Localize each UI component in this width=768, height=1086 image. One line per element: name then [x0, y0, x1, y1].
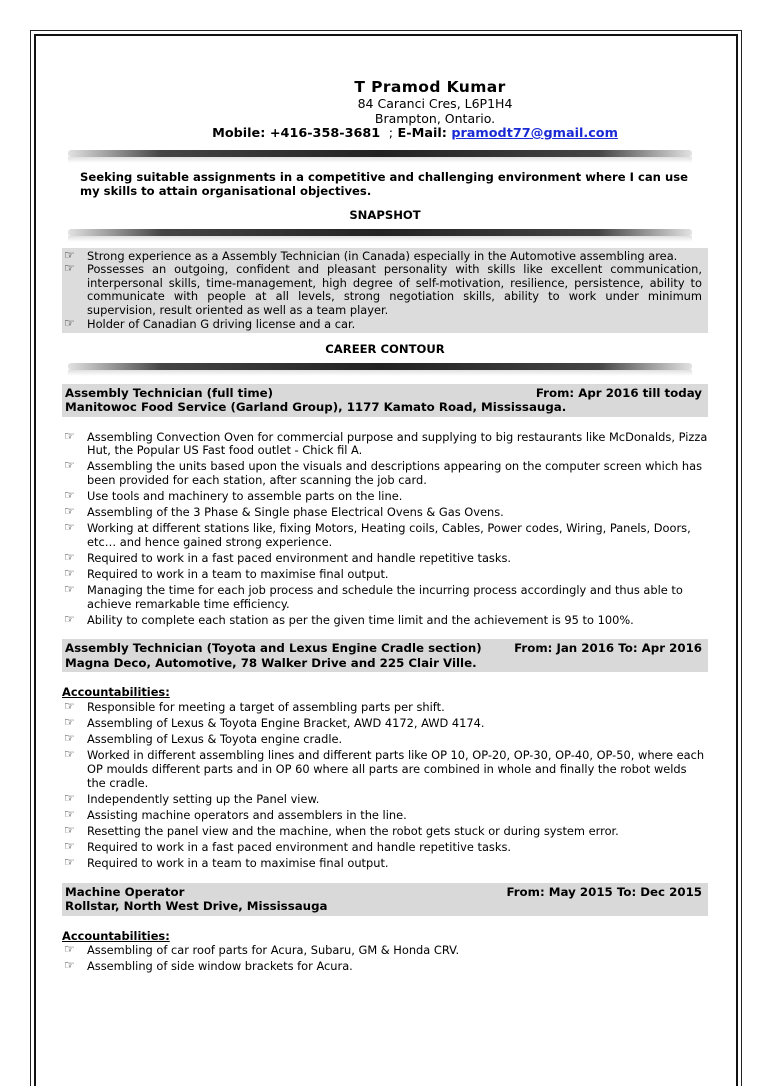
job-header	[62, 883, 708, 916]
list-item	[62, 522, 708, 549]
pointing-hand-icon: ☞	[64, 247, 75, 262]
pointing-hand-icon: ☞	[64, 822, 75, 837]
pointing-hand-icon: ☞	[64, 458, 75, 473]
list-item-text: Managing the time for each job process and schedule the incurring process accordingly and thus able to achieve remarkable time efficiency.	[87, 583, 683, 611]
list-item-text: Possesses an outgoing, confident and pleasant personality with skills like excellent communication, interpersonal skills, time-management, high degree of self-motivation, resilience, persistence, ability to communicate with people at all levels, strong negotiation skills, ability to work under minimum supervision, result oriented as well as a team player.	[87, 262, 702, 317]
career-section	[62, 384, 708, 974]
pointing-hand-icon: ☞	[64, 550, 75, 564]
pointing-hand-icon: ☞	[64, 611, 75, 626]
list-item-text: Strong experience as a Assembly Technician (in Canada) especially in the Automotive assembling area.	[87, 248, 678, 263]
job-dates: From: May 2015 To: Dec 2015	[506, 884, 702, 899]
list-item	[62, 960, 708, 974]
job-dates: From: Jan 2016 To: Apr 2016	[514, 641, 702, 656]
pointing-hand-icon: ☞	[64, 428, 75, 443]
list-item-text: Use tools and machinery to assemble parts on the line.	[87, 489, 403, 504]
resume-content	[62, 78, 708, 976]
list-item	[62, 717, 708, 731]
pointing-hand-icon: ☞	[64, 315, 75, 330]
list-item	[62, 944, 708, 958]
list-item-text: Working at different stations like, fixing Motors, Heating coils, Cables, Power codes, Wiring, Panels, Doors, etc… and hence gained strong experience.	[87, 521, 691, 549]
job-header	[62, 639, 708, 672]
list-item-text: Independently setting up the Panel view.	[87, 791, 320, 806]
career-heading: CAREER CONTOUR	[325, 342, 445, 357]
pointing-hand-icon: ☞	[64, 747, 75, 762]
pointing-hand-icon: ☞	[64, 488, 75, 503]
objective-statement: Seeking suitable assignments in a competitive and challenging environment where I can use my skills to attain organisational objectives.	[80, 170, 688, 198]
list-item	[62, 247, 702, 264]
divider	[68, 229, 692, 236]
list-item	[62, 263, 702, 317]
list-item-text: Assembling of Lexus & Toyota engine cradle.	[87, 732, 343, 747]
snapshot-list	[62, 247, 702, 332]
resume-header	[62, 78, 708, 142]
address-line-1: 84 Caranci Cres, L6P1H4	[357, 96, 513, 111]
pointing-hand-icon: ☞	[64, 855, 75, 869]
list-item	[62, 857, 708, 871]
job-title: Machine Operator	[65, 884, 185, 899]
job-company: Rollstar, North West Drive, Mississauga	[65, 899, 328, 914]
job-company: Manitowoc Food Service (Garland Group), 1177 Kamato Road, Mississauga.	[65, 400, 567, 415]
list-item-text: Resetting the panel view and the machine, when the robot gets stuck or during system error.	[87, 823, 619, 838]
list-item	[62, 790, 708, 807]
list-item	[62, 568, 708, 582]
pointing-hand-icon: ☞	[64, 715, 75, 730]
list-item	[62, 315, 702, 332]
job-dates: From: Apr 2016 till today	[535, 385, 702, 400]
email-label: E-Mail:	[397, 126, 447, 141]
pointing-hand-icon: ☞	[64, 790, 75, 805]
list-item	[62, 584, 708, 611]
list-item	[62, 749, 708, 790]
snapshot-box	[62, 248, 708, 334]
mobile-number: +416-358-3681	[269, 126, 381, 141]
list-item	[62, 490, 708, 504]
list-item-text: Responsible for meeting a target of assembling parts per shift.	[87, 700, 445, 715]
pointing-hand-icon: ☞	[64, 958, 75, 973]
list-item	[62, 460, 708, 487]
list-item	[62, 611, 708, 628]
contact-line	[122, 126, 708, 142]
pointing-hand-icon: ☞	[64, 806, 75, 821]
list-item	[62, 822, 708, 839]
list-item-text: Required to work in a team to maximise final output.	[87, 856, 389, 870]
list-item-text: Assembling of car roof parts for Acura, Subaru, GM & Honda CRV.	[87, 943, 460, 958]
accountabilities-heading: Accountabilities:	[62, 928, 170, 943]
list-item-text: Required to work in a fast paced environment and handle repetitive tasks.	[87, 839, 512, 854]
pointing-hand-icon: ☞	[64, 838, 75, 853]
list-item	[62, 806, 708, 823]
job-header	[62, 384, 708, 417]
list-item-text: Assembling of Lexus & Toyota Engine Bracket, AWD 4172, AWD 4174.	[87, 716, 485, 731]
list-item-text: Required to work in a team to maximise final output.	[87, 567, 389, 582]
list-item	[62, 733, 708, 747]
list-item	[62, 838, 708, 855]
list-item	[62, 428, 708, 458]
pointing-hand-icon: ☞	[64, 731, 75, 746]
list-item-text: Worked in different assembling lines and different parts like OP 10, OP-20, OP-30, OP-40, OP-50, where each OP moulds different parts and in OP 60 where all parts are combined in whole and finally the robot welds the cradle.	[87, 748, 705, 790]
list-item-text: Assembling Convection Oven for commercial purpose and supplying to big restaurants like McDonalds, Pizza Hut, the Popular US Fast food outlet - Chick fil A.	[87, 429, 708, 458]
pointing-hand-icon: ☞	[64, 504, 75, 519]
list-item-text: Assisting machine operators and assemblers in the line.	[87, 807, 407, 822]
job-duties-list	[62, 701, 708, 871]
candidate-name: T Pramod Kumar	[354, 78, 506, 96]
accountabilities-heading: Accountabilities:	[62, 685, 170, 700]
job-duties-list	[62, 428, 708, 628]
list-item-text: Holder of Canadian G driving license and a car.	[87, 316, 356, 331]
list-item	[62, 506, 708, 520]
pointing-hand-icon: ☞	[64, 566, 75, 581]
pointing-hand-icon: ☞	[64, 520, 75, 535]
email-link[interactable]: pramodt77@gmail.com	[451, 126, 618, 141]
list-item-text: Ability to complete each station as per the given time limit and the achievement is 95 to 100%.	[87, 612, 634, 627]
snapshot-heading: SNAPSHOT	[349, 208, 421, 222]
contact-separator: ;	[388, 126, 394, 141]
job-title: Assembly Technician (full time)	[65, 385, 274, 400]
mobile-label: Mobile:	[212, 126, 266, 141]
job-company: Magna Deco, Automotive, 78 Walker Drive and 225 Clair Ville.	[65, 655, 477, 670]
list-item	[62, 701, 708, 715]
pointing-hand-icon: ☞	[64, 582, 75, 597]
list-item-text: Assembling the units based upon the visuals and descriptions appearing on the computer screen which has been provided for each station, after scanning the job card.	[87, 459, 703, 488]
address-line-2: Brampton, Ontario.	[374, 111, 496, 126]
pointing-hand-icon: ☞	[64, 699, 75, 714]
list-item-text: Required to work in a fast paced environment and handle repetitive tasks.	[87, 551, 512, 565]
divider	[68, 363, 692, 370]
pointing-hand-icon: ☞	[64, 942, 75, 957]
list-item-text: Assembling of side window brackets for Acura.	[87, 959, 353, 974]
divider	[68, 150, 692, 157]
list-item-text: Assembling of the 3 Phase & Single phase Electrical Ovens & Gas Ovens.	[87, 505, 504, 520]
list-item	[62, 552, 708, 566]
job-duties-list	[62, 944, 708, 974]
job-title: Assembly Technician (Toyota and Lexus Engine Cradle section)	[65, 641, 482, 656]
pointing-hand-icon: ☞	[64, 261, 75, 276]
